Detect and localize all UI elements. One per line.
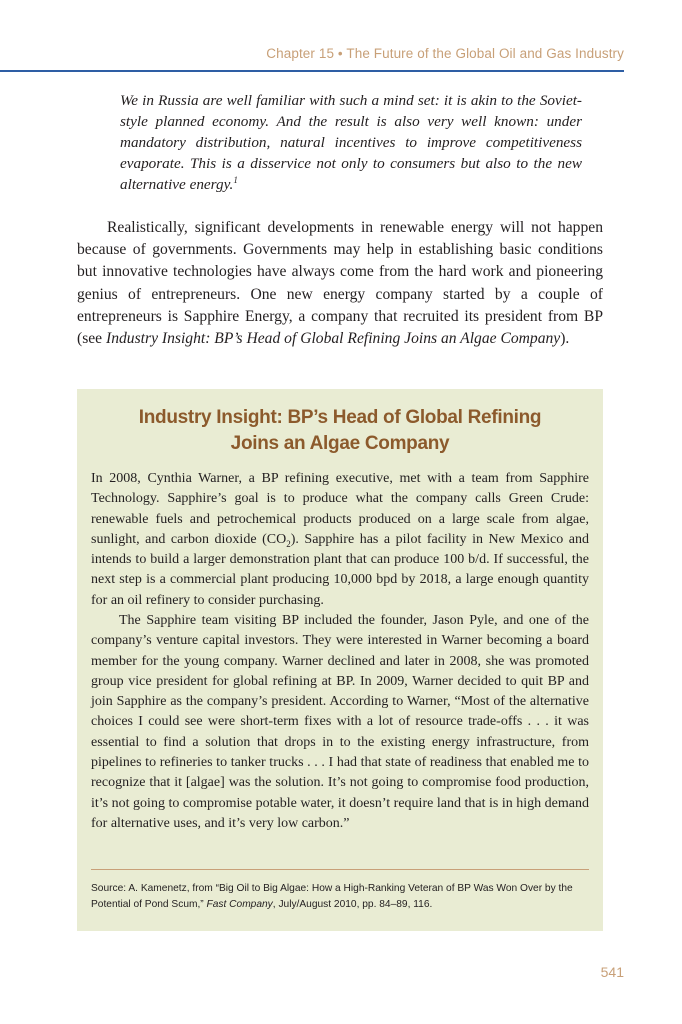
insight-p1-text-end: ). Sapphire has a pilot facility in New Mexico and intends to build a larger demonstration plant that can produce 100 b/d. If successful, the next step is a commercial plant producing 10,000 bpd by 2018, a large enough quantity for an oil refinery to consider purchasing. <box>91 531 589 608</box>
body-text: Realistically, significant developments in renewable energy will not happen because of governments. Governments may help in establishing basic conditions but innovative technologies have always come from the hard work and pioneering genius of entrepreneurs. One new energy company started by a couple of entrepreneurs is Sapphire Energy, a company that recruited its president from BP (see <box>77 219 603 348</box>
block-quote <box>120 90 582 195</box>
insight-paragraph-2: The Sapphire team visiting BP included the founder, Jason Pyle, and one of the company’s venture capital investors. They were interested in Warner becoming a board member for the young company. Warner declined and later in 2008, she was promoted group vice president for global refining at BP. In 2009, Warner decided to quit BP and join Sapphire as the company’s president. According to Warner, “Most of the alternative choices I could see were short-term fixes with a lot of resource trade-offs . . . it was essential to find a solution that drops in to the existing energy infrastructure, from pipelines to refineries to tanker trucks . . . I had that state of readiness that enabled me to recognize that it [algae] was the solution. It’s not going to compromise food production, it’s not going to compromise potable water, it doesn’t require land that is in high demand for alternative uses, and it’s very low carbon.” <box>91 613 589 831</box>
source-text: Source: A. Kamenetz, from “Big Oil to Big Algae: How a High-Ranking Veteran of BP Was Won Over by the Potential of Pond Scum,” <box>91 883 573 910</box>
source-citation <box>91 881 589 913</box>
insight-title <box>77 405 603 457</box>
quote-text: We in Russia are well familiar with such a mind set: it is akin to the Soviet-style planned economy. And the result is also very well known: under mandatory distribution, natural incentives to improve competitiveness evaporate. This is a disservice not only to consumers but also to the new alternative energy. <box>120 92 582 193</box>
insight-paragraph-1 <box>91 469 589 611</box>
source-divider <box>91 869 589 870</box>
body-paragraph <box>77 217 603 350</box>
industry-insight-box <box>77 389 603 931</box>
footnote-marker: 1 <box>233 174 238 185</box>
source-journal: Fast Company <box>206 899 273 910</box>
body-text-end: ). <box>560 330 570 348</box>
source-text-end: , July/August 2010, pp. 84–89, 116. <box>272 899 433 910</box>
insight-p1-text: In 2008, Cynthia Warner, a BP refining executive, met with a team from Sapphire Technology. Sapphire’s goal is to produce what the company calls Green Crude: renewable fuels and petrochemical products produced on a large scale from algae, sunlight, and carbon dioxide (CO <box>91 471 589 547</box>
running-head: Chapter 15 • The Future of the Global Oil and Gas Industry <box>266 46 624 61</box>
cross-reference: Industry Insight: BP’s Head of Global Refining Joins an Algae Company <box>106 330 561 348</box>
header-rule <box>0 70 624 72</box>
insight-title-line-2: Joins an Algae Company <box>230 433 450 454</box>
subscript: 2 <box>286 538 291 549</box>
insight-title-line-1: Industry Insight: BP’s Head of Global Refining <box>138 407 542 428</box>
page-number: 541 <box>600 964 624 980</box>
